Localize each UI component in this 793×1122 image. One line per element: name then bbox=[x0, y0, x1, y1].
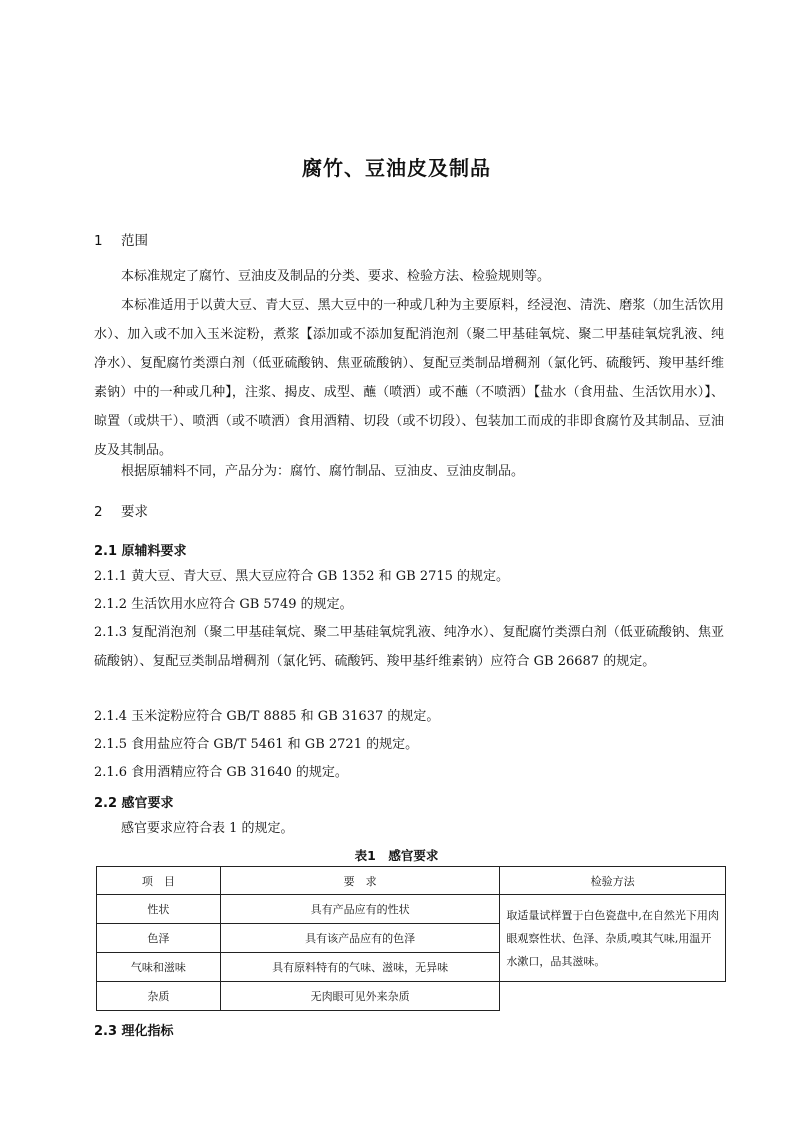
item-2-1-4: 2.1.4 玉米淀粉应符合 GB/T 8885 和 GB 31637 的规定。 bbox=[94, 709, 440, 724]
section-2-2-text: 感官要求应符合表 1 的规定。 bbox=[121, 821, 294, 836]
empty-cell bbox=[500, 982, 726, 1011]
item-2-1-2: 2.1.2 生活饮用水应符合 GB 5749 的规定。 bbox=[94, 597, 353, 612]
row-item-name: 气味和滋味 bbox=[97, 953, 221, 982]
row-requirement: 具有原料特有的气味、滋味，无异味 bbox=[220, 953, 500, 982]
section-1-heading bbox=[94, 229, 148, 249]
sensory-requirements-table bbox=[96, 866, 726, 1011]
item-2-1-6: 2.1.6 食用酒精应符合 GB 31640 的规定。 bbox=[94, 765, 348, 780]
scope-paragraph-2: 本标准适用于以黄大豆、青大豆、黑大豆中的一种或几种为主要原料，经浸泡、清洗、磨浆（加生活饮用水）、加入或不加入玉米淀粉，煮浆【添加或不添加复配消泡剂（聚二甲基硅氧烷、聚二甲基硅氧烷乳液、纯净水）、复配腐竹类漂白剂（低亚硫酸钠、焦亚硫酸钠）、复配豆类制品增稠剂（氯化钙、硫酸钙、羧甲基纤维素钠）中的一种或几种】，注浆、揭皮、成型、蘸（喷洒）或不蘸（不喷洒）【盐水（食用盐、生活饮用水）】、晾置（或烘干）、喷洒（或不喷洒）食用酒精、切段（或不切段）、包装加工而成的非即食腐竹及其制品、豆油皮及其制品。 bbox=[94, 298, 724, 458]
scope-paragraph-3: 根据原辅料不同，产品分为：腐竹、腐竹制品、豆油皮、豆油皮制品。 bbox=[121, 464, 525, 479]
row-item-name: 色泽 bbox=[97, 924, 221, 953]
document-title: 腐竹、豆油皮及制品 bbox=[302, 156, 491, 180]
row-item-name: 杂质 bbox=[97, 982, 221, 1011]
table-row bbox=[97, 895, 726, 924]
inspection-method-cell: 取适量试样置于白色瓷盘中,在自然光下用肉眼观察性状、色泽、杂质,嗅其气味,用温开水漱口，品其滋味。 bbox=[500, 895, 726, 982]
section-1-title: 范围 bbox=[121, 233, 148, 249]
section-2-2-heading: 2.2 感官要求 bbox=[94, 796, 174, 811]
item-2-1-5: 2.1.5 食用盐应符合 GB/T 5461 和 GB 2721 的规定。 bbox=[94, 737, 419, 752]
header-requirement: 要 求 bbox=[220, 867, 500, 895]
section-2-number: 2 bbox=[94, 504, 103, 520]
row-requirement: 无肉眼可见外来杂质 bbox=[220, 982, 500, 1011]
section-2-heading bbox=[94, 500, 148, 520]
table-1-caption: 表1 感官要求 bbox=[354, 848, 439, 863]
section-2-title: 要求 bbox=[121, 504, 148, 520]
table-row bbox=[97, 982, 726, 1011]
section-2-1-heading: 2.1 原辅料要求 bbox=[94, 544, 187, 559]
header-item: 项 目 bbox=[97, 867, 221, 895]
section-1-number: 1 bbox=[94, 233, 103, 249]
table-header-row bbox=[97, 867, 726, 895]
header-method: 检验方法 bbox=[500, 867, 726, 895]
scope-paragraph-1: 本标准规定了腐竹、豆油皮及制品的分类、要求、检验方法、检验规则等。 bbox=[121, 269, 551, 284]
item-2-1-1: 2.1.1 黄大豆、青大豆、黑大豆应符合 GB 1352 和 GB 2715 的规定。 bbox=[94, 569, 510, 584]
section-2-3-heading: 2.3 理化指标 bbox=[94, 1024, 174, 1039]
item-2-1-3: 2.1.3 复配消泡剂（聚二甲基硅氧烷、聚二甲基硅氧烷乳液、纯净水）、复配腐竹类漂白剂（低亚硫酸钠、焦亚硫酸钠）、复配豆类制品增稠剂（氯化钙、硫酸钙、羧甲基纤维素钠）应符合 GB 26687 的规定。 bbox=[94, 625, 724, 669]
row-requirement: 具有产品应有的性状 bbox=[220, 895, 500, 924]
row-item-name: 性状 bbox=[97, 895, 221, 924]
row-requirement: 具有该产品应有的色泽 bbox=[220, 924, 500, 953]
